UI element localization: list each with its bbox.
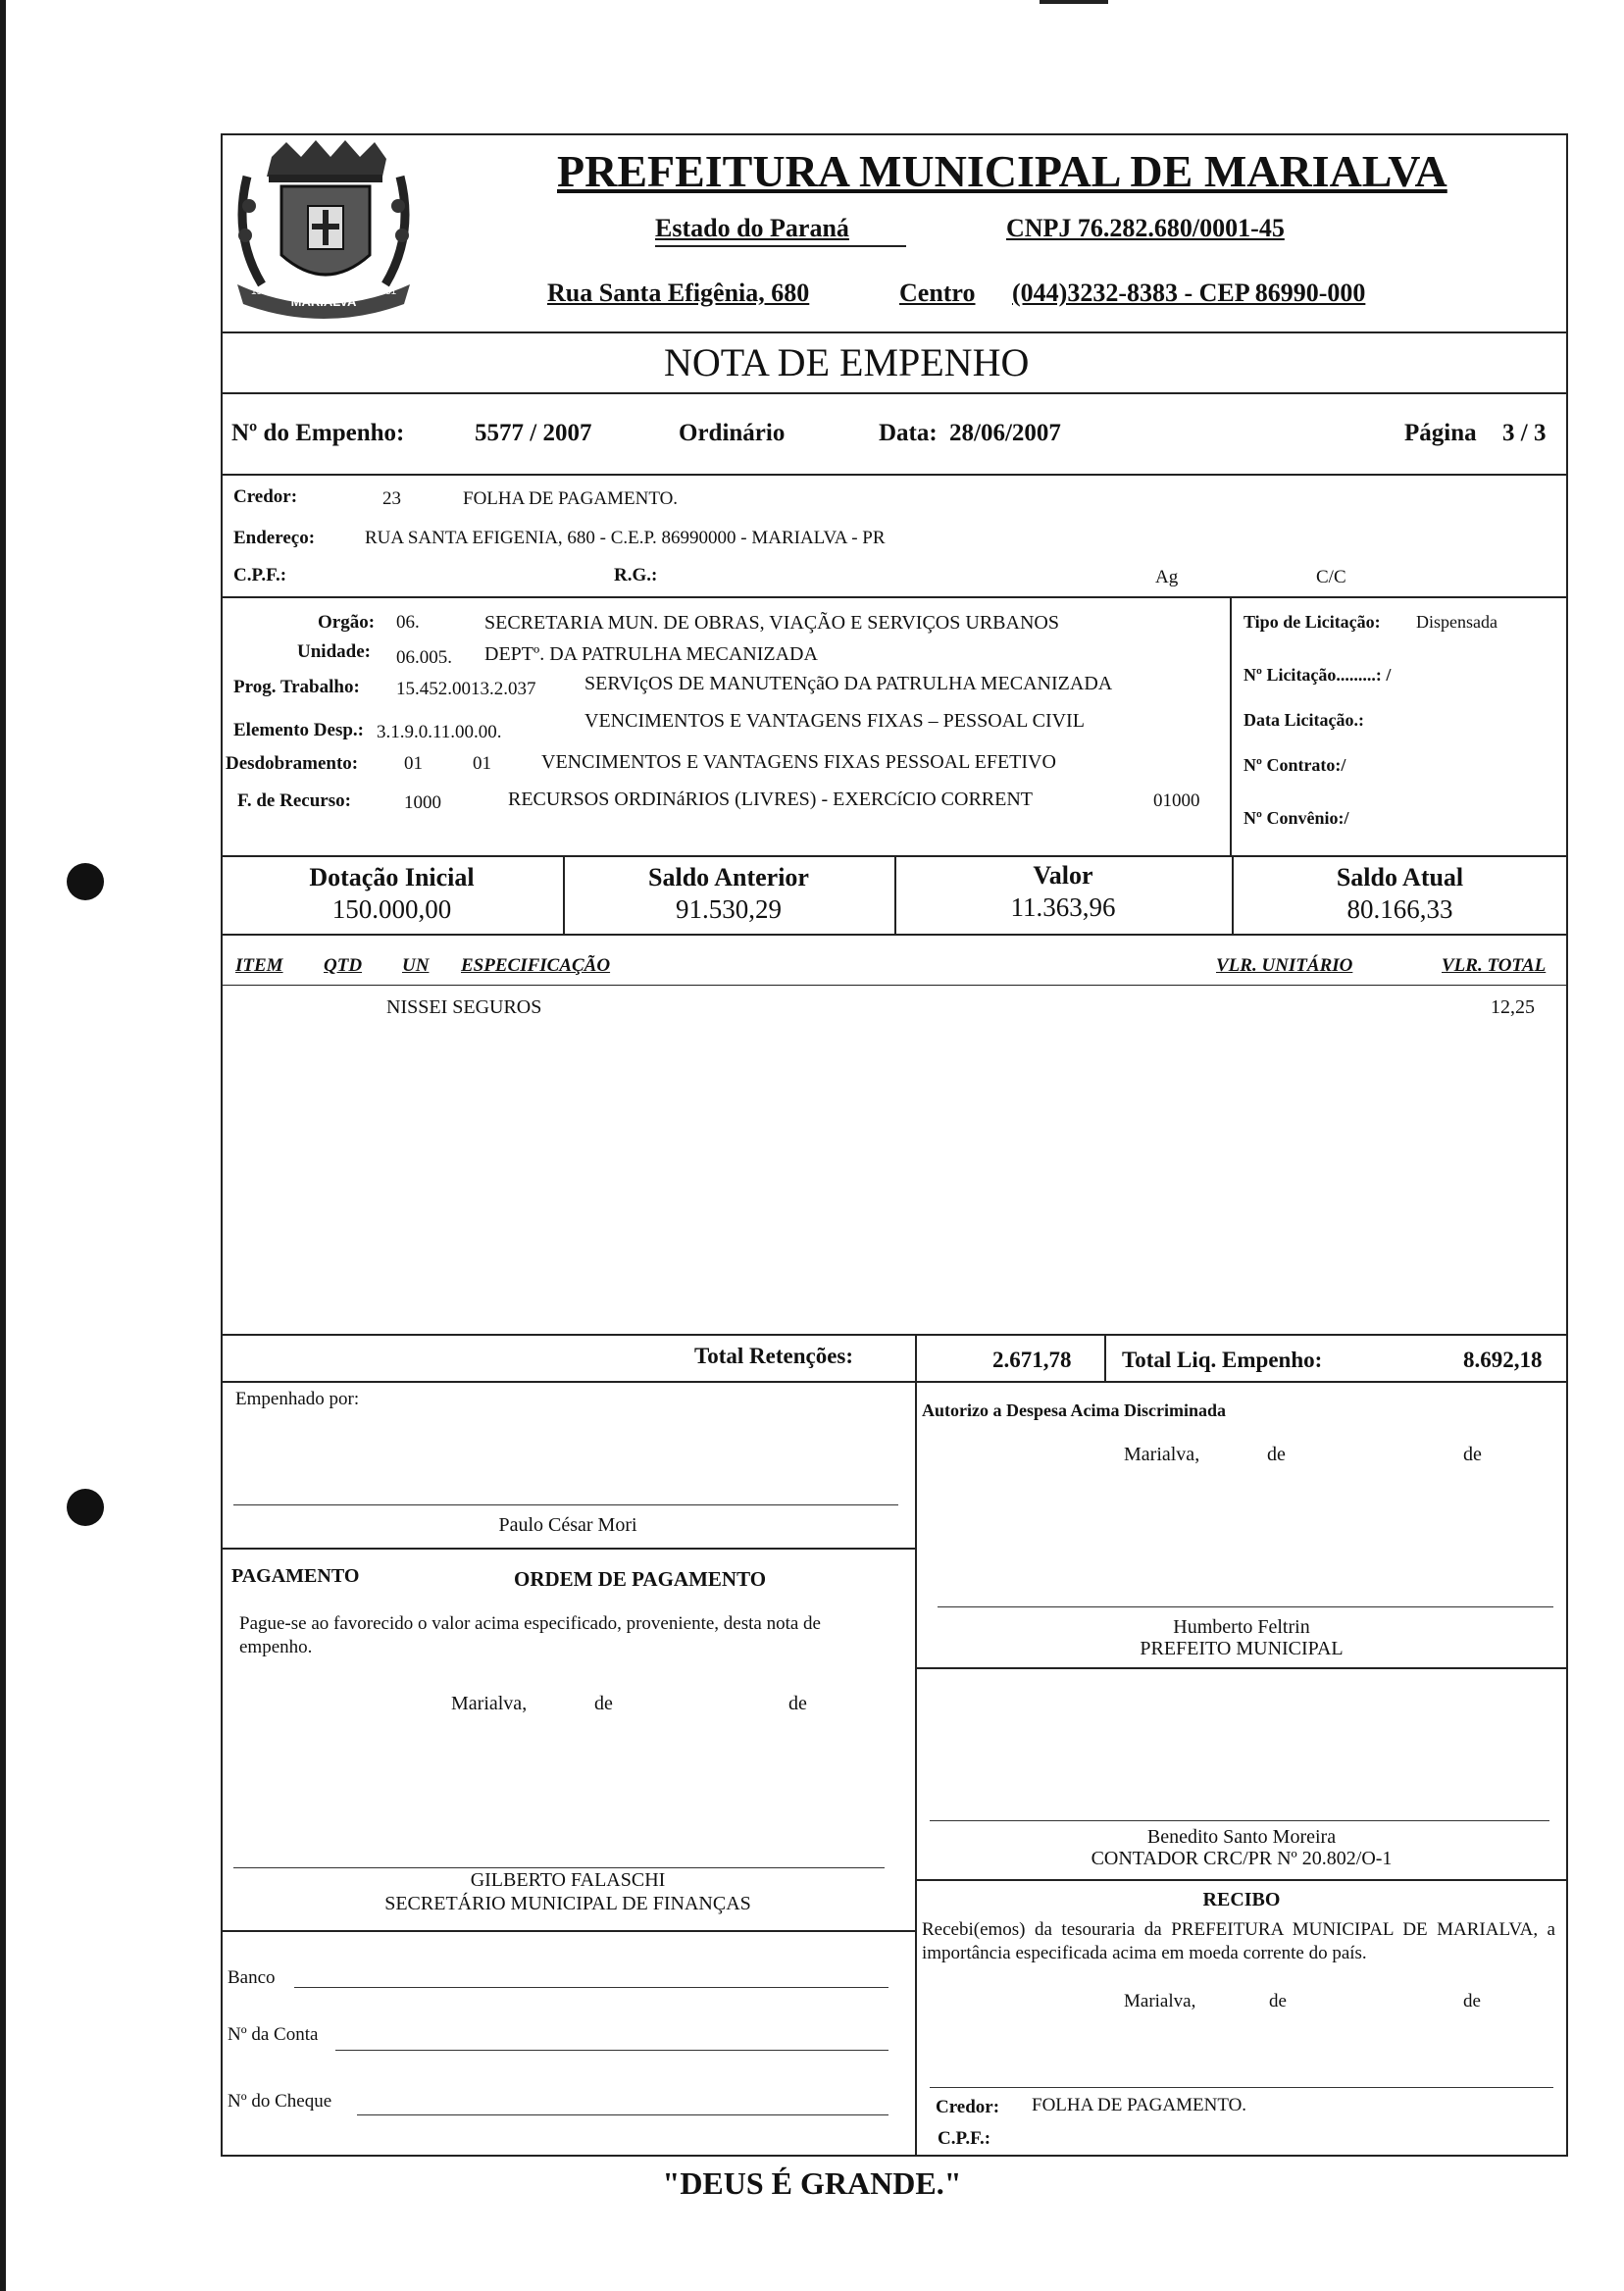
divider (221, 1930, 915, 1932)
elemento-code: 3.1.9.0.11.00.00. (377, 722, 502, 742)
retencoes-label: Total Retenções: (694, 1344, 854, 1368)
divider (1230, 596, 1232, 855)
secretary-name: GILBERTO FALASCHI (470, 1869, 666, 1891)
mayor-title: PREFEITO MUNICIPAL (1140, 1638, 1344, 1659)
valor-label: Valor (1033, 861, 1093, 890)
scan-edge (0, 0, 6, 2291)
rg-label: R.G.: (614, 565, 658, 585)
divider (915, 1667, 1568, 1669)
col-un: UN (402, 955, 430, 976)
svg-text:MARIALVA: MARIALVA (290, 294, 357, 309)
desdobramento-label: Desdobramento: (226, 753, 359, 774)
liquido-value: 8.692,18 (1463, 1348, 1543, 1372)
data-licitacao: Data Licitação.: (1243, 710, 1364, 730)
unidade-label: Unidade: (297, 641, 371, 662)
divider (221, 596, 1568, 598)
recibo-de1: de (1269, 1991, 1287, 2011)
accountant-name: Benedito Santo Moreira (1146, 1826, 1337, 1848)
divider (915, 1381, 917, 2157)
cheque-label: Nº do Cheque (228, 2091, 332, 2112)
divider (221, 474, 1568, 476)
address-street: Rua Santa Efigênia, 680 (547, 279, 810, 307)
desdobramento-b: 01 (473, 753, 491, 774)
punch-hole-bottom (67, 1489, 104, 1526)
desdobramento-a: 01 (404, 753, 423, 774)
svg-text:1951: 1951 (251, 286, 274, 297)
page-label: Página (1404, 420, 1477, 446)
recibo-title: RECIBO (1202, 1889, 1281, 1910)
recibo-credor-value: FOLHA DE PAGAMENTO. (1032, 2095, 1247, 2115)
recurso-tail: 01000 (1153, 790, 1200, 811)
recibo-cpf-label: C.P.F.: (938, 2128, 991, 2149)
divider (221, 331, 1568, 333)
desdobramento-desc: VENCIMENTOS E VANTAGENS FIXAS PESSOAL EFETIVO (541, 751, 1056, 773)
cheque-field[interactable] (357, 2114, 888, 2115)
accountant-title: CONTADOR CRC/PR Nº 20.802/O-1 (1091, 1848, 1393, 1869)
saldo-atual-label: Saldo Atual (1336, 863, 1464, 891)
banco-label: Banco (228, 1967, 276, 1988)
tipo-licitacao-label: Tipo de Licitação: (1243, 612, 1381, 632)
divider (221, 1381, 1568, 1383)
banco-field[interactable] (294, 1987, 888, 1988)
col-vlr-total: VLR. TOTAL (1442, 955, 1547, 976)
page-title: PREFEITURA MUNICIPAL DE MARIALVA (557, 146, 1447, 196)
autorizo-de2: de (1463, 1444, 1482, 1465)
divider (1104, 1334, 1106, 1381)
cnpj-label: CNPJ 76.282.680/0001-45 (1006, 214, 1285, 242)
date-label: Data: (879, 420, 938, 446)
conta-label: Nº da Conta (228, 2024, 319, 2045)
recibo-place: Marialva, (1124, 1991, 1196, 2011)
col-qtd: QTD (324, 955, 363, 976)
address-district: Centro (899, 279, 976, 307)
credor-label: Credor: (233, 486, 298, 507)
empenho-label: Nº do Empenho: (231, 420, 405, 446)
conta-field[interactable] (335, 2050, 888, 2051)
coat-of-arms-logo (228, 137, 420, 331)
orgao-desc: SECRETARIA MUN. DE OBRAS, VIAÇÃO E SERVIÇOS URBANOS (484, 612, 1059, 634)
orgao-code: 06. (396, 612, 420, 633)
col-item: ITEM (235, 955, 283, 976)
endereco-value: RUA SANTA EFIGENIA, 680 - C.E.P. 86990000 - MARIALVA - PR (365, 528, 886, 548)
col-especificacao: ESPECIFICAÇÃO (461, 955, 611, 976)
empenho-number: 5577 / 2007 (475, 420, 592, 446)
recibo-de2: de (1463, 1991, 1481, 2011)
divider (221, 934, 1568, 936)
pagamento-place: Marialva, (451, 1693, 528, 1714)
elemento-desc: VENCIMENTOS E VANTAGENS FIXAS – PESSOAL CIVIL (584, 710, 1085, 732)
unidade-desc: DEPTº. DA PATRULHA MECANIZADA (484, 643, 818, 665)
state-label: Estado do Paraná (655, 214, 849, 242)
numero-convenio: Nº Convênio:/ (1243, 808, 1349, 828)
numero-contrato: Nº Contrato:/ (1243, 755, 1346, 775)
secretary-title: SECRETÁRIO MUNICIPAL DE FINANÇAS (384, 1893, 751, 1914)
cpf-label: C.P.F.: (233, 565, 287, 585)
recurso-label: F. de Recurso: (237, 790, 351, 811)
divider (221, 1334, 1568, 1336)
recibo-text: Recebi(emos) da tesouraria da PREFEITURA MUNICIPAL DE MARIALVA, a importância especificada acima em moeda corrente do país. (922, 1919, 1555, 1963)
item-description: NISSEI SEGUROS (386, 996, 542, 1018)
signature-line (930, 1820, 1549, 1821)
tipo-licitacao-value: Dispensada (1416, 612, 1497, 632)
address-phone-cep: (044)3232-8383 - CEP 86990-000 (1012, 279, 1366, 307)
underline-extension (655, 245, 906, 247)
signature-line (938, 1606, 1553, 1607)
pagamento-de2: de (788, 1693, 807, 1714)
credor-code: 23 (382, 488, 401, 509)
svg-text:1951: 1951 (375, 286, 397, 297)
elemento-label: Elemento Desp.: (233, 720, 364, 740)
pagamento-text: Pague-se ao favorecido o valor acima especificado, proveniente, desta nota de empenho. (239, 1613, 821, 1657)
autorizo-place: Marialva, (1124, 1444, 1200, 1465)
prog-label: Prog. Trabalho: (233, 677, 360, 697)
saldo-anterior-value: 91.530,29 (676, 894, 782, 924)
signature-line (233, 1867, 885, 1868)
page-number: 3 / 3 (1502, 420, 1547, 446)
scan-edge-top (1040, 0, 1108, 4)
footer-motto: "DEUS É GRANDE." (662, 2165, 962, 2201)
recurso-desc: RECURSOS ORDINáRIOS (LIVRES) - EXERCíCIO CORRENT (508, 789, 1034, 810)
divider (221, 985, 1568, 986)
mayor-name: Humberto Feltrin (1173, 1616, 1310, 1638)
endereco-label: Endereço: (233, 528, 316, 548)
document-title: NOTA DE EMPENHO (664, 340, 1030, 384)
date-value: 28/06/2007 (949, 420, 1061, 446)
autorizo-de1: de (1267, 1444, 1286, 1465)
punch-hole-top (67, 863, 104, 900)
item-total: 12,25 (1491, 996, 1535, 1018)
cc-label: C/C (1316, 567, 1346, 587)
prog-desc: SERVIçOS DE MANUTENçãO DA PATRULHA MECANIZADA (584, 673, 1113, 694)
retencoes-value: 2.671,78 (992, 1348, 1072, 1372)
signature-line (233, 1504, 898, 1505)
saldo-anterior-label: Saldo Anterior (648, 863, 809, 891)
orgao-label: Orgão: (318, 612, 376, 633)
pagamento-label: PAGAMENTO (231, 1565, 360, 1587)
autorizo-label: Autorizo a Despesa Acima Discriminada (922, 1400, 1226, 1420)
saldo-atual-value: 80.166,33 (1346, 894, 1453, 924)
pagamento-de1: de (594, 1693, 613, 1714)
unidade-code: 06.005. (396, 647, 452, 668)
credor-name: FOLHA DE PAGAMENTO. (463, 488, 679, 509)
empenhado-signer: Paulo César Mori (498, 1514, 637, 1536)
signature-line (930, 2087, 1553, 2088)
col-vlr-unitario: VLR. UNITÁRIO (1216, 955, 1353, 976)
numero-licitacao: Nº Licitação.........: / (1243, 665, 1392, 685)
divider (221, 392, 1568, 394)
ordem-pagamento-label: ORDEM DE PAGAMENTO (514, 1567, 767, 1591)
dotacao-value: 150.000,00 (331, 894, 452, 924)
prog-code: 15.452.0013.2.037 (396, 679, 536, 699)
recurso-code: 1000 (404, 792, 441, 813)
dotacao-label: Dotação Inicial (309, 863, 475, 891)
divider (221, 1548, 915, 1550)
valor-value: 11.363,96 (1010, 892, 1116, 922)
divider (915, 1334, 917, 1381)
recibo-credor-label: Credor: (936, 2097, 1000, 2117)
divider (915, 1879, 1568, 1881)
empenhado-label: Empenhado por: (235, 1389, 360, 1409)
empenho-type: Ordinário (679, 420, 786, 446)
ag-label: Ag (1155, 567, 1179, 587)
liquido-label: Total Liq. Empenho: (1122, 1348, 1323, 1372)
